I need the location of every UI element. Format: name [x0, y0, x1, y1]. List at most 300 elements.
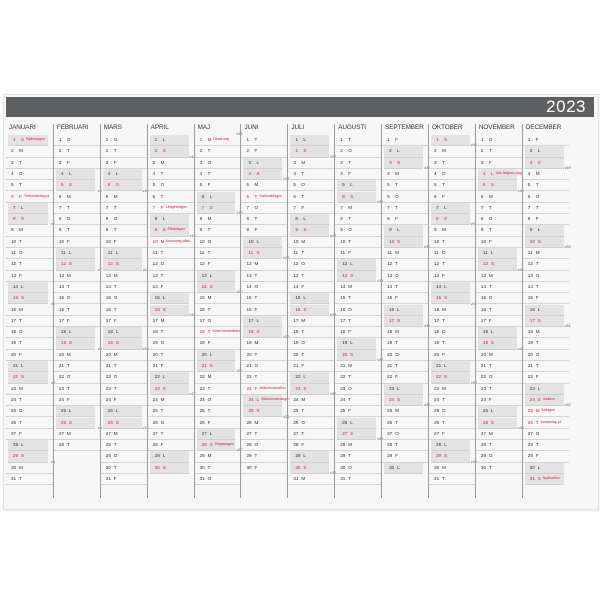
day-cell[interactable] — [429, 169, 475, 180]
day-cell[interactable] — [54, 395, 100, 406]
day-cell[interactable] — [148, 271, 194, 282]
day-cell[interactable] — [429, 338, 475, 349]
day-cell[interactable] — [478, 259, 517, 270]
day-cell[interactable] — [8, 203, 48, 214]
day-cell[interactable] — [335, 146, 381, 157]
day-cell[interactable] — [195, 463, 241, 474]
day-cell[interactable] — [148, 192, 194, 203]
day-cell[interactable] — [241, 429, 287, 440]
day-cell[interactable] — [476, 146, 522, 157]
day-cell[interactable] — [523, 293, 569, 304]
day-cell[interactable] — [431, 293, 470, 304]
day-cell[interactable] — [54, 146, 100, 157]
day-cell[interactable] — [101, 346, 149, 361]
day-cell[interactable] — [6, 418, 53, 429]
day-cell[interactable] — [241, 440, 287, 451]
day-cell[interactable] — [6, 146, 53, 157]
day-cell[interactable] — [195, 211, 243, 225]
day-cell[interactable] — [54, 203, 100, 214]
day-cell[interactable] — [429, 418, 475, 429]
day-cell[interactable] — [150, 225, 189, 236]
day-cell[interactable] — [54, 188, 102, 203]
day-cell[interactable] — [337, 418, 376, 429]
day-cell[interactable] — [195, 406, 241, 417]
day-cell[interactable] — [478, 169, 522, 180]
day-cell[interactable] — [54, 293, 100, 304]
day-cell[interactable] — [6, 474, 53, 485]
day-cell[interactable] — [56, 259, 95, 270]
day-cell[interactable] — [101, 361, 147, 372]
day-cell[interactable] — [523, 418, 569, 429]
day-cell[interactable] — [431, 451, 470, 462]
day-cell[interactable] — [523, 338, 569, 349]
day-cell[interactable] — [523, 282, 569, 293]
day-cell[interactable] — [241, 282, 287, 293]
day-cell[interactable] — [241, 135, 287, 146]
day-cell[interactable] — [478, 338, 517, 349]
day-cell[interactable] — [476, 440, 522, 451]
day-cell[interactable] — [337, 350, 376, 361]
day-cell[interactable] — [288, 233, 337, 248]
day-cell[interactable] — [476, 135, 522, 146]
day-cell[interactable] — [6, 316, 53, 327]
day-cell[interactable] — [54, 372, 100, 383]
day-cell[interactable] — [243, 158, 282, 169]
day-cell[interactable] — [148, 282, 194, 293]
day-cell[interactable] — [195, 180, 241, 191]
day-cell[interactable] — [103, 327, 142, 338]
day-cell[interactable] — [337, 259, 376, 270]
day-cell[interactable] — [429, 158, 475, 169]
day-cell[interactable] — [195, 158, 241, 169]
day-cell[interactable] — [56, 418, 95, 429]
day-cell[interactable] — [56, 338, 95, 349]
day-cell[interactable] — [476, 384, 522, 395]
day-cell[interactable] — [288, 418, 334, 429]
day-cell[interactable] — [54, 214, 100, 225]
day-cell[interactable] — [476, 361, 522, 372]
day-cell[interactable] — [429, 248, 475, 259]
day-cell[interactable] — [8, 440, 48, 451]
day-cell[interactable] — [288, 259, 334, 270]
day-cell[interactable] — [241, 177, 290, 191]
day-cell[interactable] — [288, 440, 334, 451]
day-cell[interactable] — [6, 338, 53, 349]
day-cell[interactable] — [431, 372, 470, 383]
day-cell[interactable] — [335, 293, 381, 304]
day-cell[interactable] — [476, 188, 524, 203]
day-cell[interactable] — [288, 327, 334, 338]
day-cell[interactable] — [523, 350, 569, 361]
day-cell[interactable] — [195, 316, 241, 327]
day-cell[interactable] — [335, 237, 381, 248]
day-cell[interactable] — [8, 214, 48, 225]
day-cell[interactable] — [241, 384, 287, 395]
day-cell[interactable] — [288, 271, 334, 282]
day-cell[interactable] — [525, 463, 564, 474]
day-cell[interactable] — [101, 267, 149, 282]
day-cell[interactable] — [195, 237, 241, 248]
day-cell[interactable] — [101, 474, 147, 485]
day-cell[interactable] — [290, 214, 329, 225]
day-cell[interactable] — [382, 165, 431, 180]
day-cell[interactable] — [525, 305, 564, 316]
day-cell[interactable] — [335, 316, 381, 327]
day-cell[interactable] — [382, 350, 428, 361]
day-cell[interactable] — [103, 180, 142, 191]
day-cell[interactable] — [241, 146, 287, 157]
day-cell[interactable] — [103, 259, 142, 270]
day-cell[interactable] — [150, 463, 189, 474]
day-cell[interactable] — [431, 440, 470, 451]
day-cell[interactable] — [382, 282, 428, 293]
day-cell[interactable] — [384, 316, 423, 327]
day-cell[interactable] — [382, 418, 428, 429]
day-cell[interactable] — [101, 451, 147, 462]
day-cell[interactable] — [241, 305, 287, 316]
day-cell[interactable] — [288, 203, 334, 214]
day-cell[interactable] — [101, 214, 147, 225]
day-cell[interactable] — [384, 463, 423, 474]
day-cell[interactable] — [335, 463, 381, 474]
day-cell[interactable] — [6, 271, 53, 282]
day-cell[interactable] — [103, 169, 142, 180]
day-cell[interactable] — [382, 135, 428, 146]
day-cell[interactable] — [429, 316, 475, 327]
day-cell[interactable] — [525, 316, 564, 327]
day-cell[interactable] — [241, 361, 287, 372]
day-cell[interactable] — [197, 203, 236, 214]
day-cell[interactable] — [197, 440, 236, 451]
day-cell[interactable] — [523, 245, 571, 259]
day-cell[interactable] — [195, 248, 241, 259]
day-cell[interactable] — [56, 248, 95, 259]
day-cell[interactable] — [288, 312, 337, 327]
day-cell[interactable] — [476, 237, 522, 248]
day-cell[interactable] — [523, 361, 569, 372]
day-cell[interactable] — [335, 384, 381, 395]
day-cell[interactable] — [523, 324, 571, 338]
day-cell[interactable] — [476, 267, 524, 282]
day-cell[interactable] — [243, 316, 282, 327]
day-cell[interactable] — [288, 169, 334, 180]
day-cell[interactable] — [288, 350, 334, 361]
day-cell[interactable] — [103, 418, 142, 429]
day-cell[interactable] — [288, 391, 337, 406]
day-cell[interactable] — [243, 248, 282, 259]
day-cell[interactable] — [197, 282, 236, 293]
day-cell[interactable] — [101, 440, 147, 451]
day-cell[interactable] — [241, 214, 287, 225]
day-cell[interactable] — [241, 372, 287, 383]
day-cell[interactable] — [6, 327, 53, 338]
day-cell[interactable] — [241, 225, 287, 236]
day-cell[interactable] — [101, 203, 147, 214]
day-cell[interactable] — [241, 350, 287, 361]
day-cell[interactable] — [478, 180, 517, 191]
day-cell[interactable] — [335, 395, 381, 406]
day-cell[interactable] — [101, 395, 147, 406]
day-cell[interactable] — [6, 222, 55, 236]
day-cell[interactable] — [290, 225, 329, 236]
day-cell[interactable] — [382, 372, 428, 383]
day-cell[interactable] — [429, 459, 477, 474]
day-cell[interactable] — [337, 192, 376, 203]
day-cell[interactable] — [101, 463, 147, 474]
day-cell[interactable] — [241, 414, 290, 429]
day-cell[interactable] — [241, 271, 287, 282]
day-cell[interactable] — [148, 233, 196, 248]
day-cell[interactable] — [335, 248, 381, 259]
day-cell[interactable] — [525, 237, 564, 248]
day-cell[interactable] — [523, 429, 569, 440]
day-cell[interactable] — [476, 463, 522, 474]
day-cell[interactable] — [101, 293, 147, 304]
day-cell[interactable] — [335, 214, 381, 225]
day-cell[interactable] — [431, 203, 470, 214]
day-cell[interactable] — [148, 391, 196, 406]
day-cell[interactable] — [335, 158, 381, 169]
day-cell[interactable] — [288, 471, 337, 485]
day-cell[interactable] — [429, 143, 477, 157]
day-cell[interactable] — [6, 158, 53, 169]
day-cell[interactable] — [6, 459, 55, 474]
day-cell[interactable] — [429, 474, 475, 485]
day-cell[interactable] — [288, 429, 334, 440]
day-cell[interactable] — [382, 324, 431, 338]
day-cell[interactable] — [150, 305, 189, 316]
day-cell[interactable] — [54, 384, 100, 395]
day-cell[interactable] — [8, 293, 48, 304]
day-cell[interactable] — [148, 203, 194, 214]
day-cell[interactable] — [476, 372, 522, 383]
day-cell[interactable] — [335, 278, 384, 293]
day-cell[interactable] — [382, 293, 428, 304]
day-cell[interactable] — [429, 192, 475, 203]
day-cell[interactable] — [478, 248, 517, 259]
day-cell[interactable] — [288, 282, 334, 293]
day-cell[interactable] — [148, 406, 194, 417]
day-cell[interactable] — [382, 245, 431, 259]
day-cell[interactable] — [523, 214, 569, 225]
day-cell[interactable] — [523, 180, 569, 191]
day-cell[interactable] — [476, 158, 522, 169]
day-cell[interactable] — [384, 225, 423, 236]
day-cell[interactable] — [337, 271, 376, 282]
day-cell[interactable] — [241, 203, 287, 214]
day-cell[interactable] — [476, 293, 522, 304]
day-cell[interactable] — [525, 384, 564, 395]
day-cell[interactable] — [101, 384, 147, 395]
day-cell[interactable] — [478, 327, 517, 338]
day-cell[interactable] — [54, 425, 102, 440]
day-cell[interactable] — [243, 237, 282, 248]
day-cell[interactable] — [197, 271, 236, 282]
day-cell[interactable] — [195, 369, 243, 383]
day-cell[interactable] — [8, 282, 48, 293]
day-cell[interactable] — [54, 316, 100, 327]
day-cell[interactable] — [523, 203, 569, 214]
day-cell[interactable] — [290, 384, 329, 395]
day-cell[interactable] — [243, 395, 290, 406]
day-cell[interactable] — [54, 267, 102, 282]
day-cell[interactable] — [150, 146, 189, 157]
day-cell[interactable] — [290, 463, 329, 474]
day-cell[interactable] — [56, 169, 95, 180]
day-cell[interactable] — [195, 418, 241, 429]
day-cell[interactable] — [525, 158, 564, 169]
day-cell[interactable] — [290, 451, 329, 462]
day-cell[interactable] — [523, 165, 571, 180]
day-cell[interactable] — [54, 135, 100, 146]
day-cell[interactable] — [384, 305, 423, 316]
day-cell[interactable] — [429, 429, 475, 440]
day-cell[interactable] — [243, 169, 282, 180]
day-cell[interactable] — [54, 237, 100, 248]
day-cell[interactable] — [241, 256, 290, 270]
day-cell[interactable] — [335, 474, 381, 485]
day-cell[interactable] — [8, 361, 48, 372]
day-cell[interactable] — [103, 406, 142, 417]
day-cell[interactable] — [148, 440, 194, 451]
day-cell[interactable] — [476, 395, 522, 406]
day-cell[interactable] — [335, 135, 381, 146]
day-cell[interactable] — [335, 406, 381, 417]
day-cell[interactable] — [241, 192, 287, 203]
day-cell[interactable] — [429, 222, 477, 236]
day-cell[interactable] — [195, 305, 241, 316]
day-cell[interactable] — [101, 158, 147, 169]
day-cell[interactable] — [150, 293, 189, 304]
day-cell[interactable] — [429, 180, 475, 191]
day-cell[interactable] — [523, 192, 569, 203]
day-cell[interactable] — [197, 361, 236, 372]
day-cell[interactable] — [148, 248, 194, 259]
day-cell[interactable] — [290, 372, 329, 383]
day-cell[interactable] — [6, 350, 53, 361]
day-cell[interactable] — [382, 440, 428, 451]
day-cell[interactable] — [101, 305, 147, 316]
day-cell[interactable] — [335, 451, 381, 462]
day-cell[interactable] — [197, 350, 236, 361]
day-cell[interactable] — [101, 188, 149, 203]
day-cell[interactable] — [288, 248, 334, 259]
day-cell[interactable] — [148, 154, 196, 169]
day-cell[interactable] — [476, 282, 522, 293]
day-cell[interactable] — [8, 135, 48, 146]
day-cell[interactable] — [195, 146, 241, 157]
day-cell[interactable] — [54, 440, 100, 451]
day-cell[interactable] — [382, 214, 428, 225]
day-cell[interactable] — [523, 271, 569, 282]
day-cell[interactable] — [290, 146, 329, 157]
day-cell[interactable] — [337, 429, 376, 440]
day-cell[interactable] — [56, 327, 95, 338]
day-cell[interactable] — [148, 429, 194, 440]
day-cell[interactable] — [523, 135, 569, 146]
day-cell[interactable] — [6, 192, 53, 203]
day-cell[interactable] — [478, 406, 517, 417]
day-cell[interactable] — [103, 338, 142, 349]
day-cell[interactable] — [6, 169, 53, 180]
day-cell[interactable] — [335, 199, 384, 214]
day-cell[interactable] — [101, 282, 147, 293]
day-cell[interactable] — [288, 338, 334, 349]
day-cell[interactable] — [335, 169, 381, 180]
day-cell[interactable] — [54, 158, 100, 169]
day-cell[interactable] — [288, 192, 334, 203]
day-cell[interactable] — [54, 225, 100, 236]
day-cell[interactable] — [8, 372, 48, 383]
day-cell[interactable] — [6, 180, 53, 191]
day-cell[interactable] — [101, 146, 147, 157]
day-cell[interactable] — [382, 361, 428, 372]
day-cell[interactable] — [195, 474, 241, 485]
day-cell[interactable] — [148, 259, 194, 270]
day-cell[interactable] — [335, 437, 384, 451]
day-cell[interactable] — [101, 372, 147, 383]
day-cell[interactable] — [429, 271, 475, 282]
day-cell[interactable] — [382, 259, 428, 270]
day-cell[interactable] — [148, 418, 194, 429]
day-cell[interactable] — [241, 451, 287, 462]
day-cell[interactable] — [101, 425, 149, 440]
day-cell[interactable] — [6, 380, 55, 395]
day-cell[interactable] — [195, 132, 243, 146]
day-cell[interactable] — [148, 169, 194, 180]
day-cell[interactable] — [523, 451, 569, 462]
day-cell[interactable] — [150, 384, 189, 395]
day-cell[interactable] — [476, 203, 522, 214]
day-cell[interactable] — [290, 293, 329, 304]
day-cell[interactable] — [476, 225, 522, 236]
day-cell[interactable] — [384, 237, 423, 248]
day-cell[interactable] — [382, 192, 428, 203]
day-cell[interactable] — [384, 146, 423, 157]
day-cell[interactable] — [8, 451, 48, 462]
day-cell[interactable] — [288, 406, 334, 417]
day-cell[interactable] — [241, 463, 287, 474]
day-cell[interactable] — [54, 282, 100, 293]
day-cell[interactable] — [523, 372, 569, 383]
day-cell[interactable] — [150, 372, 189, 383]
day-cell[interactable] — [288, 154, 337, 169]
day-cell[interactable] — [523, 259, 569, 270]
day-cell[interactable] — [382, 403, 431, 417]
day-cell[interactable] — [148, 350, 194, 361]
day-cell[interactable] — [431, 214, 470, 225]
day-cell[interactable] — [476, 346, 524, 361]
day-cell[interactable] — [150, 214, 189, 225]
day-cell[interactable] — [54, 346, 102, 361]
day-cell[interactable] — [429, 395, 475, 406]
day-cell[interactable] — [382, 429, 428, 440]
day-cell[interactable] — [382, 451, 428, 462]
day-cell[interactable] — [431, 135, 470, 146]
day-cell[interactable] — [54, 361, 100, 372]
day-cell[interactable] — [288, 180, 334, 191]
day-cell[interactable] — [525, 146, 564, 157]
day-cell[interactable] — [195, 327, 241, 338]
day-cell[interactable] — [476, 305, 522, 316]
day-cell[interactable] — [148, 312, 196, 327]
day-cell[interactable] — [429, 237, 475, 248]
day-cell[interactable] — [243, 327, 282, 338]
day-cell[interactable] — [6, 429, 53, 440]
day-cell[interactable] — [429, 259, 475, 270]
day-cell[interactable] — [6, 237, 53, 248]
day-cell[interactable] — [195, 395, 241, 406]
